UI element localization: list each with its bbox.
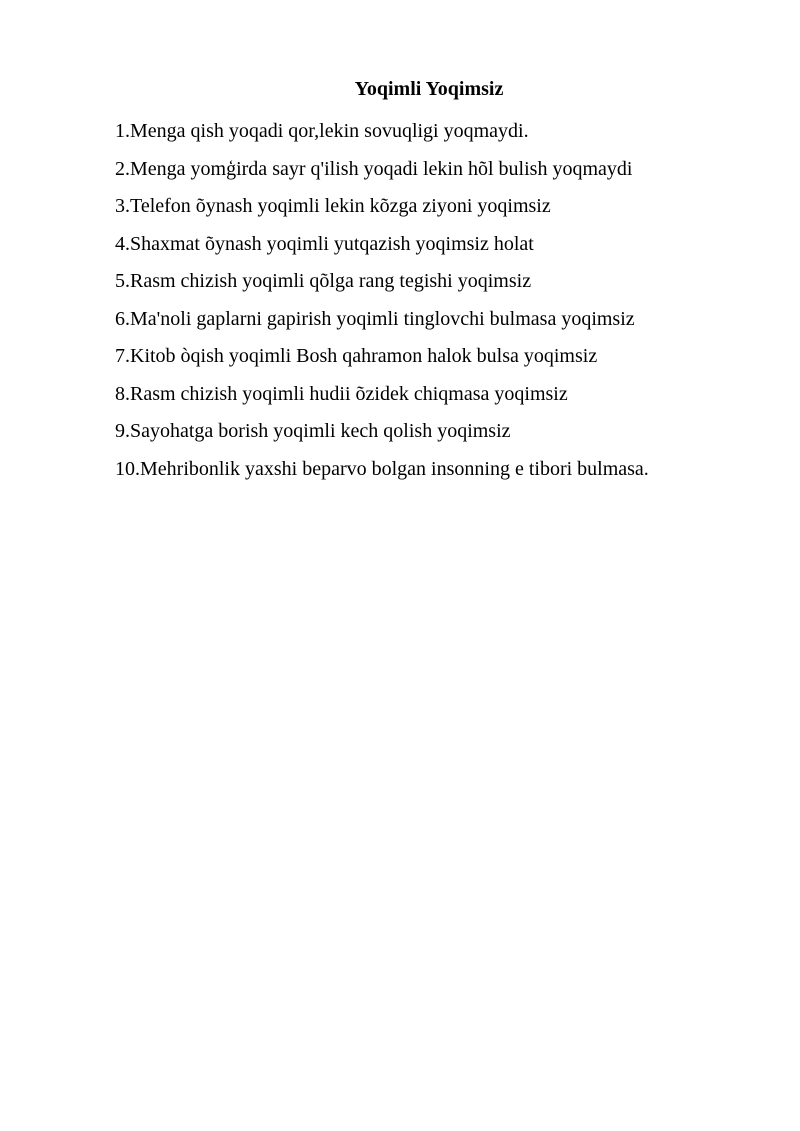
list-item: 9.Sayohatga borish yoqimli kech qolish yoqimsiz: [115, 420, 511, 442]
list-item: 1.Menga qish yoqadi qor,lekin sovuqligi yoqmaydi.: [115, 120, 529, 142]
list-item: 7.Kitob òqish yoqimli Bosh qahramon halok bulsa yoqimsiz: [115, 345, 598, 367]
list-item: 3.Telefon õynash yoqimli lekin kõzga ziyoni yoqimsiz: [115, 195, 551, 217]
list-item: 10.Mehribonlik yaxshi beparvo bolgan insonning e tibori bulmasa.: [115, 457, 649, 480]
list-item: 4.Shaxmat õynash yoqimli yutqazish yoqimsiz holat: [115, 232, 534, 255]
document-title: Yoqimli Yoqimsiz: [354, 78, 504, 100]
list-item: 8.Rasm chizish yoqimli hudii õzidek chiqmasa yoqimsiz: [115, 382, 568, 405]
list-item: 6.Ma'noli gaplarni gapirish yoqimli tinglovchi bulmasa yoqimsiz: [115, 307, 635, 330]
statement-list: [115, 113, 755, 488]
list-item: 2.Menga yomģirda sayr q'ilish yoqadi lekin hõl bulish yoqmaydi: [115, 157, 633, 180]
list-item: 5.Rasm chizish yoqimli qõlga rang tegishi yoqimsiz: [115, 270, 532, 292]
